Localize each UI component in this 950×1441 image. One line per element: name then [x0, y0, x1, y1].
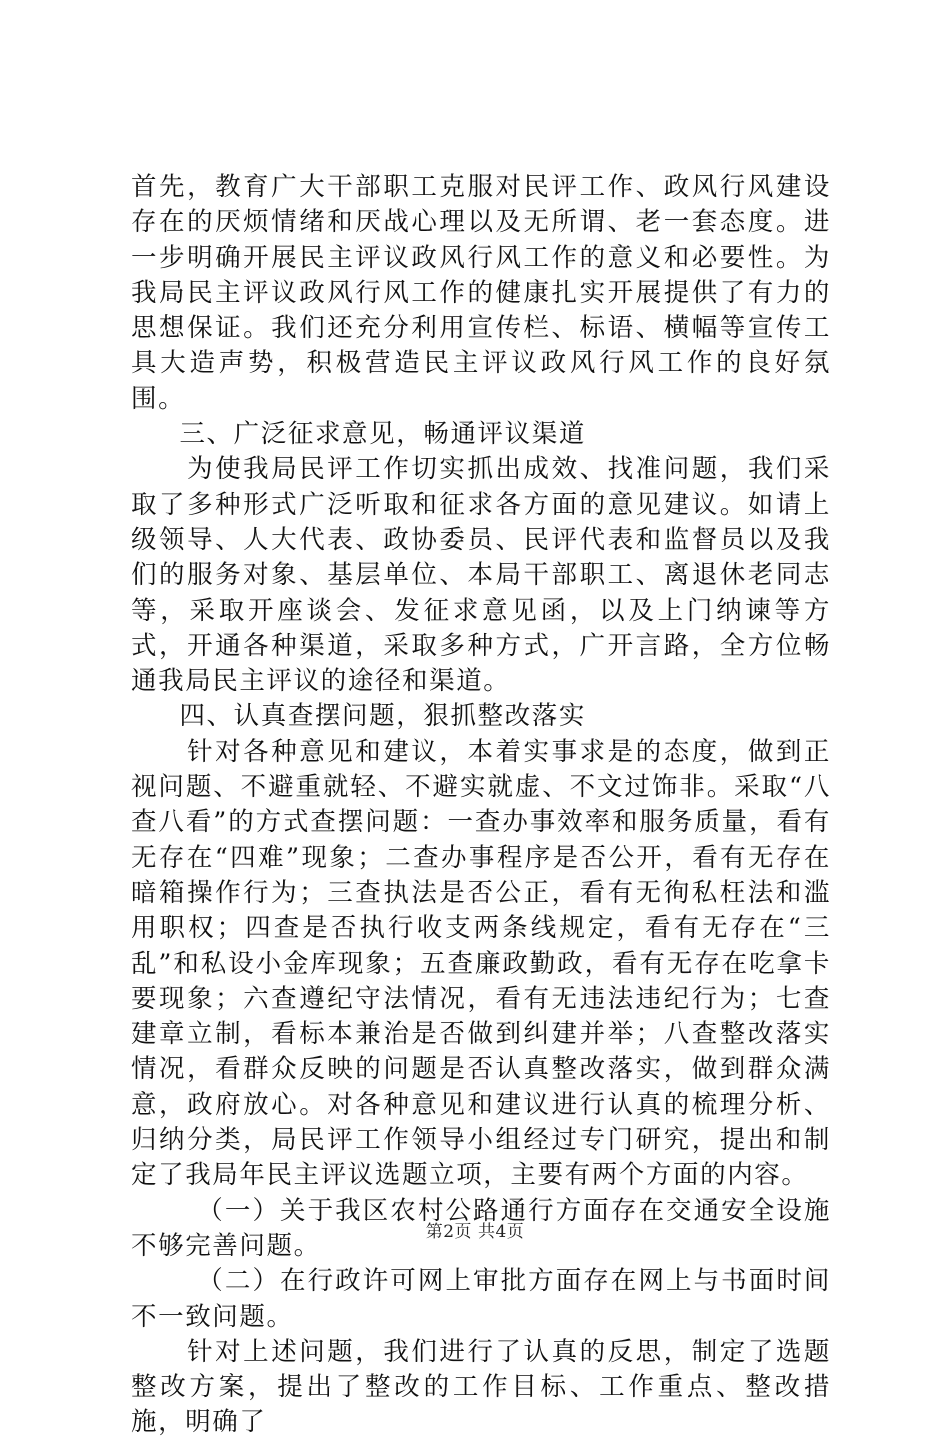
- body-text: [131, 170, 831, 1441]
- paragraph-rectification: 针对上述问题，我们进行了认真的反思，制定了选题整改方案，提出了整改的工作目标、工作重点、整改措施，明确了: [131, 1336, 831, 1438]
- paragraph-opinions: 为使我局民评工作切实抓出成效、找准问题，我们采取了多种形式广泛听取和征求各方面的意见建议。如请上级领导、人大代表、政协委员、民评代表和监督员以及我们的服务对象、基层单位、本局干部职工、离退休老同志等，采取开座谈会、发征求意见函，以及上门纳谏等方式，开通各种渠道，采取多种方式，广开言路，全方位畅通我局民主评议的途径和渠道。: [131, 454, 831, 697]
- section-heading-four: 四、认真查摆问题，狠抓整改落实: [179, 701, 586, 732]
- paragraph-intro: 首先，教育广大干部职工克服对民评工作、政风行风建设存在的厌烦情绪和厌战心理以及无所谓、老一套态度。进一步明确开展民主评议政风行风工作的意义和必要性。为我局民主评议政风行风工作的健康扎实开展提供了有力的思想保证。我们还充分利用宣传栏、标语、横幅等宣传工具大造声势，积极营造民主评议政风行风工作的良好氛围。: [131, 172, 831, 414]
- list-item-one: （一）关于我区农村公路通行方面存在交通安全设施不够完善问题。: [131, 1195, 831, 1261]
- paragraph-problems: 针对各种意见和建议，本着实事求是的态度，做到正视问题、不避重就轻、不避实就虚、不文过饰非。采取“八查八看”的方式查摆问题：一查办事效率和服务质量，看有无存在“四难”现象；二查办事程序是否公开，看有无存在暗箱操作行为；三查执法是否公正，看有无徇私枉法和滥用职权；四查是否执行收支两条线规定，看有无存在“三乱”和私设小金库现象；五查廉政勤政，看有无存在吃拿卡要现象；六查遵纪守法情况，看有无违法违纪行为；七查建章立制，看标本兼治是否做到纠建并举；八查整改落实情况，看群众反映的问题是否认真整改落实，做到群众满意，政府放心。对各种意见和建议进行认真的梳理分析、归纳分类，局民评工作领导小组经过专门研究，提出和制定了我局年民主评议选题立项，主要有两个方面的内容。: [131, 736, 831, 1191]
- section-heading-three: 三、广泛征求意见，畅通评议渠道: [179, 419, 586, 450]
- page-number-footer: 第2页 共4页: [425, 1222, 525, 1242]
- list-item-two: （二）在行政许可网上审批方面存在网上与书面时间不一致问题。: [131, 1266, 831, 1332]
